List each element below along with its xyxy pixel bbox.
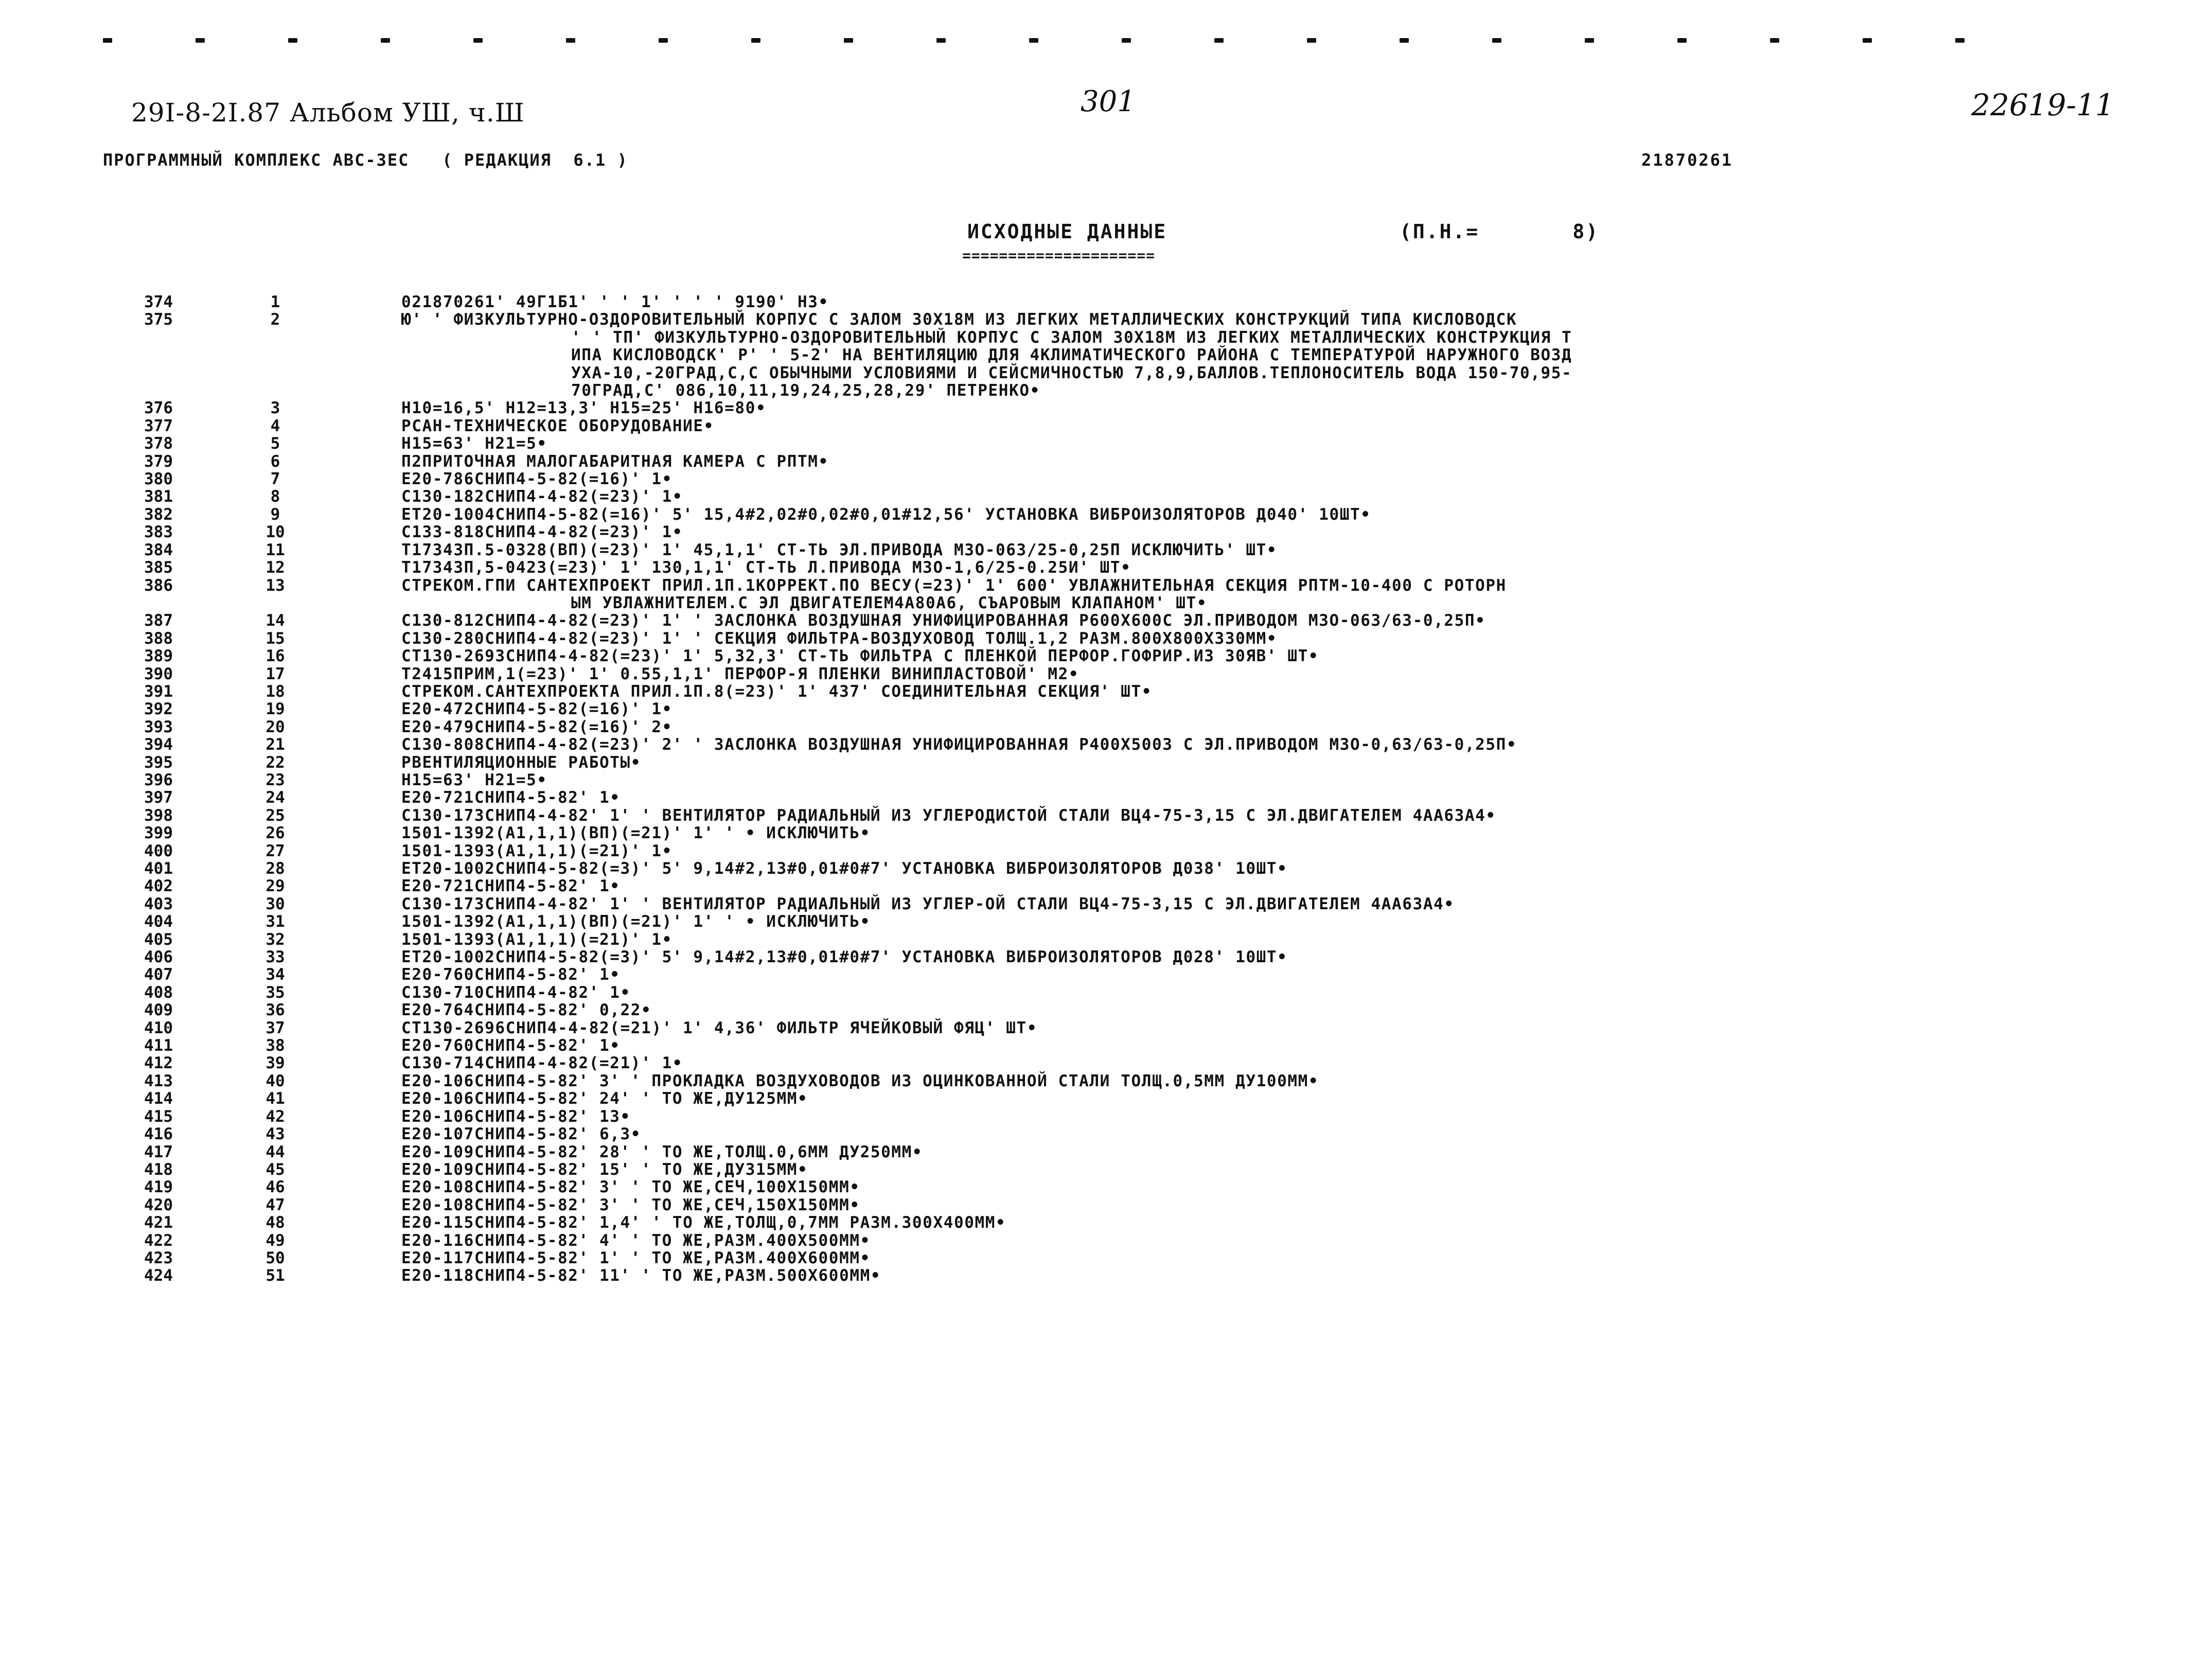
line-number: 399 <box>144 824 173 843</box>
record-line: С130-173СНИП4-4-82' 1' ' ВЕНТИЛЯТОР РАДИАЛЬНЫЙ ИЗ УГЛЕРОДИСТОЙ СТАЛИ ВЦ4-75-3,15 С ЭЛ.ДВИГАТЕЛЕМ 4АА63А4• <box>401 806 1496 825</box>
record-line: РВЕНТИЛЯЦИОННЫЕ РАБОТЫ• <box>401 753 642 772</box>
line-number: 394 <box>144 735 173 754</box>
record-text <box>401 736 2110 753</box>
perforation-hole <box>381 38 390 43</box>
record-text <box>401 1267 2110 1284</box>
record-line: Е20-472СНИП4-5-82(=16)' 1• <box>401 700 673 719</box>
record-line: Т17343П,5-0423(=23)' 1' 130,1,1' СТ-ТЬ Л.ПРИВОДА МЗО-1,6/25-0.25И' ШТ• <box>401 558 1131 577</box>
perforation-hole <box>1214 38 1224 43</box>
card-number: 33 <box>266 948 285 967</box>
record-text <box>401 1249 2110 1267</box>
record-text <box>401 754 2110 771</box>
card-number: 3 <box>270 399 280 418</box>
record-line: С130-710СНИП4-4-82' 1• <box>401 983 631 1002</box>
perforation-hole <box>1307 38 1316 43</box>
line-number: 378 <box>144 434 173 453</box>
listing-row <box>0 506 2212 523</box>
record-line: СТ130-2696СНИП4-4-82(=21)' 1' 4,36' ФИЛЬТР ЯЧЕЙКОВЫЙ ФЯЦ' ШТ• <box>401 1018 1038 1037</box>
record-text <box>401 913 2110 930</box>
printer-perforation <box>103 32 1976 47</box>
line-number: 376 <box>144 399 173 418</box>
listing-row <box>0 1001 2212 1019</box>
record-line: Н10=16,5' Н12=13,3' Н15=25' Н16=80• <box>401 399 767 418</box>
listing-row <box>0 1090 2212 1107</box>
listing-row <box>0 842 2212 860</box>
perforation-hole <box>751 38 760 43</box>
listing-row <box>0 700 2212 718</box>
listing-row <box>0 523 2212 541</box>
line-number: 390 <box>144 664 173 683</box>
line-number: 413 <box>144 1071 173 1090</box>
card-number: 38 <box>266 1036 285 1055</box>
record-text <box>401 789 2110 806</box>
record-text <box>401 931 2110 948</box>
record-line: ЕТ20-1002СНИП4-5-82(=3)' 5' 9,14#2,13#0,01#0#7' УСТАНОВКА ВИБРОИЗОЛЯТОРОВ Д038' 10ШТ• <box>401 859 1288 878</box>
card-number: 34 <box>266 965 285 984</box>
record-line: СТРЕКОМ.ГПИ САНТЕХПРОЕКТ ПРИЛ.1П.1КОРРЕКТ.ПО ВЕСУ(=23)' 1' 600' УВЛАЖНИТЕЛЬНАЯ СЕКЦИЯ РПТМ-10-400 С РОТОРН <box>401 576 1507 595</box>
card-number: 37 <box>266 1018 285 1037</box>
perforation-hole <box>1585 38 1594 43</box>
perforation-hole <box>1029 38 1038 43</box>
card-number: 44 <box>266 1142 285 1161</box>
record-text <box>401 842 2110 860</box>
listing-row <box>0 807 2212 824</box>
line-number: 406 <box>144 948 173 967</box>
record-line: Е20-107СНИП4-5-82' 6,3• <box>401 1125 642 1144</box>
listing-row <box>0 630 2212 647</box>
card-number: 19 <box>266 700 285 719</box>
listing-row <box>0 1249 2212 1267</box>
record-text <box>401 948 2110 966</box>
title-underline: ===================== <box>962 247 1156 264</box>
record-line: С130-808СНИП4-4-82(=23)' 2' ' ЗАСЛОНКА ВОЗДУШНАЯ УНИФИЦИРОВАННАЯ Р400Х5003 С ЭЛ.ПРИВОДОМ МЗО-0,63/63-0,25П• <box>401 735 1517 754</box>
record-text <box>401 771 2110 789</box>
line-number: 412 <box>144 1054 173 1073</box>
record-line: С130-812СНИП4-4-82(=23)' 1' ' ЗАСЛОНКА ВОЗДУШНАЯ УНИФИЦИРОВАННАЯ Р600Х600С ЭЛ.ПРИВОДОМ МЗО-063/63-0,25П• <box>401 611 1486 630</box>
record-text <box>401 1037 2110 1054</box>
card-number: 4 <box>270 416 280 435</box>
record-text <box>401 966 2110 983</box>
record-text <box>401 1196 2110 1214</box>
perforation-hole <box>1400 38 1409 43</box>
listing-row <box>0 1232 2212 1249</box>
perforation-hole <box>196 38 205 43</box>
record-line: Е20-721СНИП4-5-82' 1• <box>401 788 621 807</box>
card-number: 51 <box>266 1266 285 1285</box>
record-text <box>401 1054 2110 1072</box>
record-line: Е20-115СНИП4-5-82' 1,4' ' ТО ЖЕ,ТОЛЩ,0,7ММ РАЗМ.300Х400ММ• <box>401 1213 1006 1232</box>
line-number: 395 <box>144 753 173 772</box>
listing-row <box>0 1143 2212 1161</box>
record-line: Е20-109СНИП4-5-82' 15' ' ТО ЖЕ,ДУ315ММ• <box>401 1160 808 1179</box>
listing-row <box>0 895 2212 913</box>
listing-row <box>0 612 2212 629</box>
card-number: 29 <box>266 877 285 896</box>
listing-row <box>0 736 2212 753</box>
record-line: Е20-117СНИП4-5-82' 1' ' ТО ЖЕ,РАЗМ.400Х600ММ• <box>401 1248 871 1267</box>
listing-row <box>0 1072 2212 1090</box>
listing-row <box>0 435 2212 452</box>
card-number: 48 <box>266 1213 285 1232</box>
listing-row <box>0 1178 2212 1196</box>
line-number: 374 <box>144 293 173 311</box>
card-number: 26 <box>266 824 285 843</box>
perforation-hole <box>1122 38 1131 43</box>
listing-row <box>0 754 2212 771</box>
record-text <box>401 1108 2110 1125</box>
record-continuation-line: ЫМ УВЛАЖНИТЕЛЕМ.С ЭЛ ДВИГАТЕЛЕМ4А80А6, СЪАРОВЫМ КЛАПАНОМ' ШТ• <box>571 593 1208 612</box>
record-line: Е20-116СНИП4-5-82' 4' ' ТО ЖЕ,РАЗМ.400Х500ММ• <box>401 1231 871 1250</box>
record-text <box>401 877 2110 895</box>
record-text <box>401 1143 2110 1161</box>
card-number: 41 <box>266 1089 285 1108</box>
line-number: 422 <box>144 1231 173 1250</box>
data-listing <box>0 293 2212 1285</box>
record-text <box>401 1214 2110 1231</box>
listing-row <box>0 877 2212 895</box>
line-number: 408 <box>144 983 173 1002</box>
listing-row <box>0 488 2212 505</box>
record-text <box>401 399 2110 417</box>
record-text <box>401 523 2110 541</box>
record-continuation-line: УХА-10,-20ГРАД,С,С ОБЫЧНЫМИ УСЛОВИЯМИ И СЕЙСМИЧНОСТЬЮ 7,8,9,БАЛЛОВ.ТЕПЛОНОСИТЕЛЬ ВОДА 150-70,95- <box>571 363 1572 382</box>
record-line: Е20-118СНИП4-5-82' 11' ' ТО ЖЕ,РАЗМ.500Х600ММ• <box>401 1266 881 1285</box>
record-text <box>401 311 2110 399</box>
card-number: 39 <box>266 1054 285 1073</box>
record-continuation-line: ' ' ТП' ФИЗКУЛЬТУРНО-ОЗДОРОВИТЕЛЬНЫЙ КОРПУС С ЗАЛОМ 30Х18М ИЗ ЛЕГКИХ МЕТАЛЛИЧЕСКИХ КОНСТРУКЦИЯ Т <box>571 328 1572 347</box>
perforation-hole <box>1770 38 1779 43</box>
listing-row <box>0 948 2212 966</box>
record-line: СТ130-2693СНИП4-4-82(=23)' 1' 5,32,3' СТ-ТЬ ФИЛЬТРА С ПЛЕНКОЙ ПЕРФОР.ГОФРИР.ИЗ 30ЯВ' ШТ• <box>401 647 1319 666</box>
line-number: 411 <box>144 1036 173 1055</box>
record-text <box>401 700 2110 718</box>
line-number: 407 <box>144 965 173 984</box>
listing-row <box>0 647 2212 665</box>
record-text <box>401 984 2110 1001</box>
record-line: С130-714СНИП4-4-82(=21)' 1• <box>401 1054 683 1073</box>
listing-row <box>0 470 2212 488</box>
record-text <box>401 630 2110 647</box>
listing-row <box>0 1054 2212 1072</box>
perforation-hole <box>1955 38 1965 43</box>
card-number: 49 <box>266 1231 285 1250</box>
listing-row <box>0 399 2212 417</box>
perforation-hole <box>473 38 483 43</box>
listing-row <box>0 1037 2212 1054</box>
record-text <box>401 612 2110 629</box>
listing-row <box>0 417 2212 435</box>
record-text <box>401 577 2110 612</box>
record-line: Е20-108СНИП4-5-82' 3' ' ТО ЖЕ,СЕЧ,100Х150ММ• <box>401 1178 860 1197</box>
listing-row <box>0 577 2212 612</box>
listing-row <box>0 718 2212 736</box>
line-number: 405 <box>144 930 173 949</box>
card-number: 7 <box>270 470 280 489</box>
card-number: 36 <box>266 1001 285 1020</box>
line-number: 421 <box>144 1213 173 1232</box>
listing-row <box>0 541 2212 559</box>
line-number: 401 <box>144 859 173 878</box>
record-text <box>401 860 2110 877</box>
record-line: 1501-1393(А1,1,1)(=21)' 1• <box>401 841 673 860</box>
album-reference: 29I-8-2I.87 Альбом УШ, ч.Ш <box>131 98 525 128</box>
record-line: Е20-106СНИП4-5-82' 3' ' ПРОКЛАДКА ВОЗДУХОВОДОВ ИЗ ОЦИНКОВАННОЙ СТАЛИ ТОЛЩ.0,5ММ ДУ100ММ• <box>401 1071 1319 1090</box>
card-number: 25 <box>266 806 285 825</box>
listing-row <box>0 453 2212 470</box>
record-line: РСАН-ТЕХНИЧЕСКОЕ ОБОРУДОВАНИЕ• <box>401 416 714 435</box>
record-line: Е20-721СНИП4-5-82' 1• <box>401 877 621 896</box>
listing-row <box>0 683 2212 700</box>
listing-row <box>0 824 2212 842</box>
record-text <box>401 488 2110 505</box>
program-code: 21870261 <box>1641 150 1733 170</box>
record-line: Т2415ПРИМ,1(=23)' 1' 0.55,1,1' ПЕРФОР-Я ПЛЕНКИ ВИНИПЛАСТОВОЙ' М2• <box>401 664 1080 683</box>
line-number: 415 <box>144 1107 173 1126</box>
line-number: 388 <box>144 629 173 648</box>
card-number: 5 <box>270 434 280 453</box>
card-number: 31 <box>266 912 285 931</box>
record-text <box>401 1072 2110 1090</box>
record-line: 021870261' 49Г1Б1' ' ' 1' ' ' ' 9190' Н3• <box>401 293 829 311</box>
record-text <box>401 293 2110 311</box>
card-number: 11 <box>266 540 285 559</box>
document-number: 22619-11 <box>1971 87 2114 122</box>
listing-row <box>0 559 2212 576</box>
line-number: 414 <box>144 1089 173 1108</box>
card-number: 15 <box>266 629 285 648</box>
line-number: 389 <box>144 647 173 666</box>
record-text <box>401 807 2110 824</box>
perforation-hole <box>103 38 112 43</box>
card-number: 1 <box>270 293 280 311</box>
record-continuation-line: ИПА КИСЛОВОДСК' Р' ' 5-2' НА ВЕНТИЛЯЦИЮ ДЛЯ 4КЛИМАТИЧЕСКОГО РАЙОНА С ТЕМПЕРАТУРОЙ НАРУЖНОГО ВОЗД <box>571 346 1572 365</box>
listing-row <box>0 1267 2212 1284</box>
record-line: Е20-760СНИП4-5-82' 1• <box>401 965 621 984</box>
record-text <box>401 470 2110 488</box>
card-number: 42 <box>266 1107 285 1126</box>
card-number: 27 <box>266 841 285 860</box>
card-number: 32 <box>266 930 285 949</box>
record-text <box>401 541 2110 559</box>
line-number: 386 <box>144 576 173 595</box>
card-number: 17 <box>266 664 285 683</box>
perforation-hole <box>1863 38 1872 43</box>
line-number: 409 <box>144 1001 173 1020</box>
card-number: 46 <box>266 1178 285 1197</box>
line-number: 377 <box>144 416 173 435</box>
card-number: 13 <box>266 576 285 595</box>
listing-row <box>0 1125 2212 1143</box>
line-number: 379 <box>144 452 173 471</box>
perforation-hole <box>288 38 297 43</box>
record-text <box>401 435 2110 452</box>
record-line: С130-280СНИП4-4-82(=23)' 1' ' СЕКЦИЯ ФИЛЬТРА-ВОЗДУХОВОД ТОЛЩ.1,2 РАЗМ.800Х800Х330ММ• <box>401 629 1278 648</box>
record-line: С130-182СНИП4-4-82(=23)' 1• <box>401 487 683 506</box>
record-text <box>401 824 2110 842</box>
line-number: 383 <box>144 523 173 542</box>
listing-row <box>0 984 2212 1001</box>
listing-row <box>0 966 2212 983</box>
line-number: 423 <box>144 1248 173 1267</box>
line-number: 396 <box>144 770 173 789</box>
line-number: 417 <box>144 1142 173 1161</box>
listing-row <box>0 665 2212 683</box>
listing-row <box>0 860 2212 877</box>
line-number: 419 <box>144 1178 173 1197</box>
card-number: 35 <box>266 983 285 1002</box>
card-number: 8 <box>270 487 280 506</box>
record-text <box>401 453 2110 470</box>
record-text <box>401 1232 2110 1249</box>
record-line: Е20-479СНИП4-5-82(=16)' 2• <box>401 717 673 736</box>
record-line: Е20-764СНИП4-5-82' 0,22• <box>401 1001 652 1020</box>
card-number: 43 <box>266 1125 285 1144</box>
line-number: 375 <box>144 310 173 329</box>
card-number: 16 <box>266 647 285 666</box>
program-title: ПРОГРАММНЫЙ КОМПЛЕКС АВС-ЗЕС ( РЕДАКЦИЯ 6.1 ) <box>103 150 628 170</box>
record-line: Т17343П.5-0328(ВП)(=23)' 1' 45,1,1' СТ-ТЬ ЭЛ.ПРИВОДА МЗО-063/25-0,25П ИСКЛЮЧИТЬ' ШТ• <box>401 540 1278 559</box>
record-line: Е20-108СНИП4-5-82' 3' ' ТО ЖЕ,СЕЧ,150Х150ММ• <box>401 1195 860 1214</box>
line-number: 424 <box>144 1266 173 1285</box>
card-number: 47 <box>266 1195 285 1214</box>
record-line: Н15=63' Н21=5• <box>401 770 547 789</box>
line-number: 404 <box>144 912 173 931</box>
record-line: Ю' ' ФИЗКУЛЬТУРНО-ОЗДОРОВИТЕЛЬНЫЙ КОРПУС С ЗАЛОМ 30Х18М ИЗ ЛЕГКИХ МЕТАЛЛИЧЕСКИХ КОНСТРУКЦИЙ ТИПА КИСЛОВОДСК <box>401 310 1517 329</box>
line-number: 400 <box>144 841 173 860</box>
record-line: С130-173СНИП4-4-82' 1' ' ВЕНТИЛЯТОР РАДИАЛЬНЫЙ ИЗ УГЛЕР-ОЙ СТАЛИ ВЦ4-75-3,15 С ЭЛ.ДВИГАТЕЛЕМ 4АА63А4• <box>401 894 1455 913</box>
listing-row <box>0 293 2212 311</box>
record-text <box>401 559 2110 576</box>
record-line: Е20-786СНИП4-5-82(=16)' 1• <box>401 470 673 489</box>
record-text <box>401 1161 2110 1178</box>
record-line: Н15=63' Н21=5• <box>401 434 547 453</box>
card-number: 28 <box>266 859 285 878</box>
listing-row <box>0 1161 2212 1178</box>
record-text <box>401 1019 2110 1037</box>
line-number: 403 <box>144 894 173 913</box>
record-text <box>401 895 2110 913</box>
line-number: 410 <box>144 1018 173 1037</box>
perforation-hole <box>659 38 668 43</box>
line-number: 402 <box>144 877 173 896</box>
record-text <box>401 647 2110 665</box>
record-line: 1501-1393(А1,1,1)(=21)' 1• <box>401 930 673 949</box>
line-number: 392 <box>144 700 173 719</box>
perforation-hole <box>1677 38 1687 43</box>
record-line: П2ПРИТОЧНАЯ МАЛОГАБАРИТНАЯ КАМЕРА С РПТМ• <box>401 452 829 471</box>
perforation-hole <box>844 38 853 43</box>
line-number: 418 <box>144 1160 173 1179</box>
line-number: 382 <box>144 505 173 524</box>
perforation-hole <box>1492 38 1501 43</box>
card-number: 6 <box>270 452 280 471</box>
card-number: 30 <box>266 894 285 913</box>
record-line: 1501-1392(А1,1,1)(ВП)(=21)' 1' ' • ИСКЛЮЧИТЬ• <box>401 912 871 931</box>
card-number: 10 <box>266 523 285 542</box>
listing-row <box>0 913 2212 930</box>
record-text <box>401 683 2110 700</box>
listing-row <box>0 1019 2212 1037</box>
record-line: 1501-1392(А1,1,1)(ВП)(=21)' 1' ' • ИСКЛЮЧИТЬ• <box>401 824 871 843</box>
card-number: 22 <box>266 753 285 772</box>
line-number: 381 <box>144 487 173 506</box>
perforation-hole <box>936 38 946 43</box>
line-number: 397 <box>144 788 173 807</box>
card-number: 45 <box>266 1160 285 1179</box>
line-number: 398 <box>144 806 173 825</box>
record-continuation-line: 70ГРАД,С' 086,10,11,19,24,25,28,29' ПЕТРЕНКО• <box>571 381 1040 400</box>
record-text <box>401 417 2110 435</box>
listing-row <box>0 1214 2212 1231</box>
record-text <box>401 1178 2110 1196</box>
card-number: 21 <box>266 735 285 754</box>
line-number: 420 <box>144 1195 173 1214</box>
listing-row <box>0 1196 2212 1214</box>
card-number: 14 <box>266 611 285 630</box>
record-text <box>401 1125 2110 1143</box>
line-number: 391 <box>144 682 173 701</box>
card-number: 50 <box>266 1248 285 1267</box>
line-number: 385 <box>144 558 173 577</box>
record-text <box>401 1001 2110 1019</box>
line-number: 380 <box>144 470 173 489</box>
record-text <box>401 1090 2110 1107</box>
record-line: Е20-109СНИП4-5-82' 28' ' ТО ЖЕ,ТОЛЩ.0,6ММ ДУ250ММ• <box>401 1142 923 1161</box>
perforation-hole <box>566 38 575 43</box>
page-number: 301 <box>1081 85 1136 118</box>
listing-row <box>0 931 2212 948</box>
record-text <box>401 718 2110 736</box>
record-line: Е20-106СНИП4-5-82' 24' ' ТО ЖЕ,ДУ125ММ• <box>401 1089 808 1108</box>
card-number: 24 <box>266 788 285 807</box>
card-number: 40 <box>266 1071 285 1090</box>
record-text <box>401 665 2110 683</box>
page-parameters: (П.Н.= 8) <box>1400 220 1600 243</box>
record-line: Е20-106СНИП4-5-82' 13• <box>401 1107 631 1126</box>
card-number: 9 <box>270 505 280 524</box>
record-text <box>401 506 2110 523</box>
line-number: 416 <box>144 1125 173 1144</box>
page-title: ИСХОДНЫЕ ДАННЫЕ <box>967 220 1167 243</box>
line-number: 393 <box>144 717 173 736</box>
listing-row <box>0 311 2212 399</box>
record-line: ЕТ20-1004СНИП4-5-82(=16)' 5' 15,4#2,02#0,02#0,01#12,56' УСТАНОВКА ВИБРОИЗОЛЯТОРОВ Д040' 10ШТ• <box>401 505 1371 524</box>
line-number: 384 <box>144 540 173 559</box>
card-number: 2 <box>270 310 280 329</box>
line-number: 387 <box>144 611 173 630</box>
card-number: 12 <box>266 558 285 577</box>
record-line: С133-818СНИП4-4-82(=23)' 1• <box>401 523 683 542</box>
listing-row <box>0 771 2212 789</box>
listing-row <box>0 789 2212 806</box>
card-number: 20 <box>266 717 285 736</box>
record-line: СТРЕКОМ.САНТЕХПРОЕКТА ПРИЛ.1П.8(=23)' 1' 437' СОЕДИНИТЕЛЬНАЯ СЕКЦИЯ' ШТ• <box>401 682 1152 701</box>
record-line: Е20-760СНИП4-5-82' 1• <box>401 1036 621 1055</box>
card-number: 23 <box>266 770 285 789</box>
card-number: 18 <box>266 682 285 701</box>
record-line: ЕТ20-1002СНИП4-5-82(=3)' 5' 9,14#2,13#0,01#0#7' УСТАНОВКА ВИБРОИЗОЛЯТОРОВ Д028' 10ШТ• <box>401 948 1288 967</box>
listing-row <box>0 1108 2212 1125</box>
